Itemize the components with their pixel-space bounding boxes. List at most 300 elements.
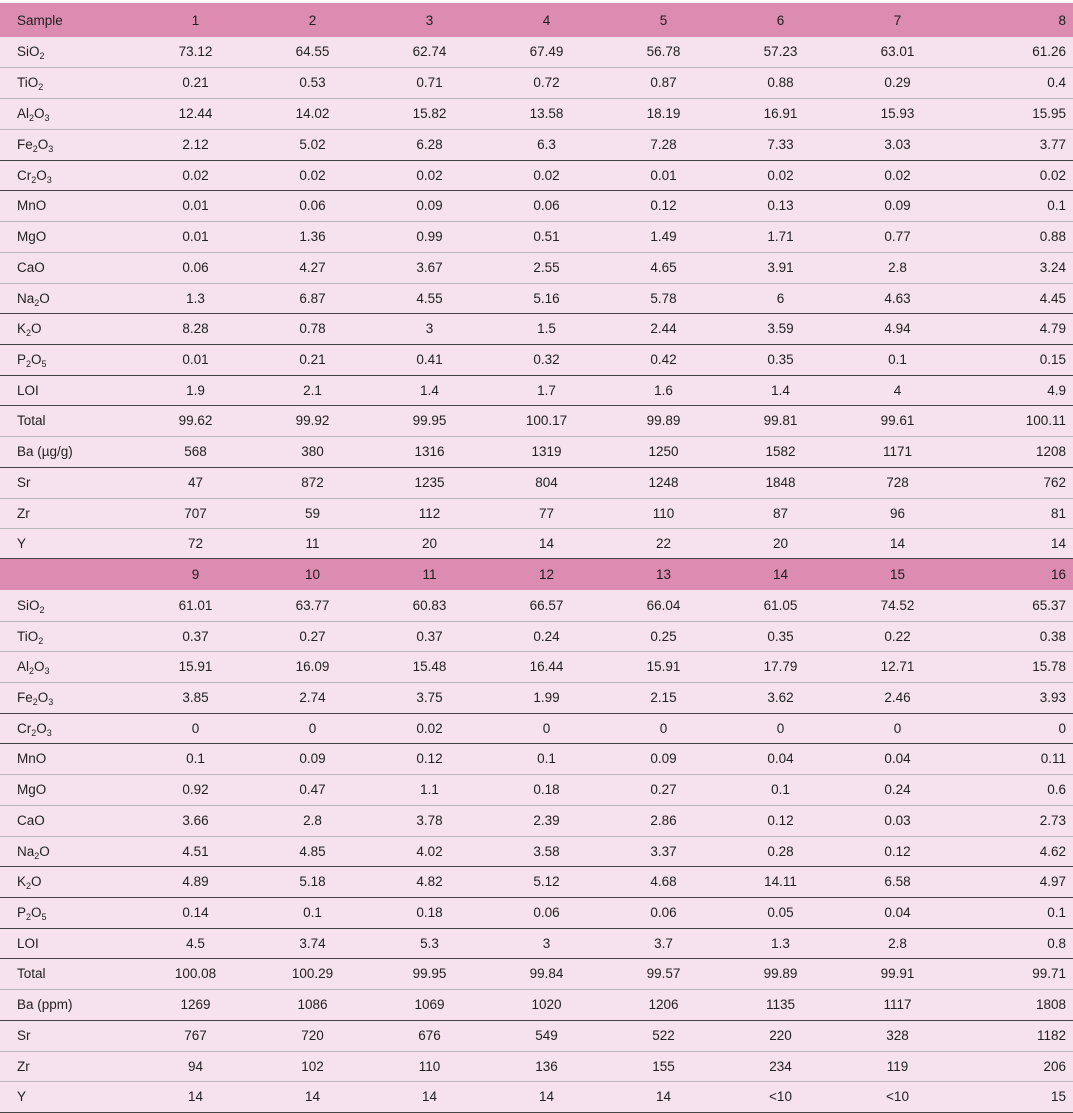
table-cell: 5.16: [488, 283, 605, 313]
row-label: SiO$_2$: [0, 37, 137, 67]
row-label: Y: [0, 1081, 137, 1112]
table-cell: 7.28: [605, 129, 722, 160]
table-cell: 57.23: [722, 37, 839, 67]
table-cell: 0.04: [839, 743, 956, 774]
table-cell: 0.02: [956, 160, 1073, 190]
table-cell: 0.25: [605, 621, 722, 651]
table-cell: 0.02: [137, 160, 254, 190]
header-sample-number: 2: [254, 3, 371, 37]
table-cell: 60.83: [371, 590, 488, 621]
table-cell: 14.02: [254, 98, 371, 129]
table-cell: 0.02: [839, 160, 956, 190]
table-cell: 3: [371, 313, 488, 344]
table-cell: 1.99: [488, 682, 605, 713]
table-cell: 72: [137, 528, 254, 558]
table-cell: 1.7: [488, 375, 605, 405]
table-cell: 0.47: [254, 774, 371, 805]
table-cell: 0.09: [839, 190, 956, 221]
table-cell: 728: [839, 467, 956, 498]
table-cell: 2.46: [839, 682, 956, 713]
table-cell: 17.79: [722, 651, 839, 682]
row-label: $Cr_2O_3$: [0, 160, 137, 190]
table-cell: 2.8: [839, 928, 956, 958]
table-cell: 12.44: [137, 98, 254, 129]
table-cell: 0.09: [254, 743, 371, 774]
table-row: [0, 1020, 1073, 1051]
table-cell: 15: [956, 1081, 1073, 1112]
table-cell: 872: [254, 467, 371, 498]
table-cell: 0.8: [956, 928, 1073, 958]
table-cell: 13.58: [488, 98, 605, 129]
table-cell: 3.58: [488, 836, 605, 866]
table-cell: 110: [371, 1051, 488, 1081]
table-cell: 15.91: [137, 651, 254, 682]
row-label: $K_2O$: [0, 866, 137, 897]
table-cell: 4.79: [956, 313, 1073, 344]
table-cell: 234: [722, 1051, 839, 1081]
table-cell: 4.89: [137, 866, 254, 897]
table-cell: 2.39: [488, 805, 605, 836]
header-sample-number: 15: [839, 558, 956, 590]
table-cell: 155: [605, 1051, 722, 1081]
table-cell: 1117: [839, 989, 956, 1020]
table-cell: 7.33: [722, 129, 839, 160]
row-label: $Cr_2O_3$: [0, 713, 137, 743]
table-cell: 6: [722, 283, 839, 313]
table-cell: 15.95: [956, 98, 1073, 129]
table-cell: 4.9: [956, 375, 1073, 405]
row-label: Sr: [0, 1020, 137, 1051]
table-cell: 0.77: [839, 221, 956, 252]
table-cell: 14: [137, 1081, 254, 1112]
table-cell: 676: [371, 1020, 488, 1051]
table-cell: 15.91: [605, 651, 722, 682]
table-cell: 4.94: [839, 313, 956, 344]
table-row: [0, 897, 1073, 928]
table-cell: 0.35: [722, 621, 839, 651]
table-cell: 0: [137, 713, 254, 743]
table-cell: 5.78: [605, 283, 722, 313]
table-cell: 3.91: [722, 252, 839, 283]
table-cell: 136: [488, 1051, 605, 1081]
table-cell: 96: [839, 498, 956, 528]
table-cell: 99.71: [956, 958, 1073, 989]
table-cell: 66.04: [605, 590, 722, 621]
table-row: [0, 713, 1073, 743]
table-row: [0, 129, 1073, 160]
table-cell: 3.24: [956, 252, 1073, 283]
table-cell: 1.3: [722, 928, 839, 958]
table-cell: 0.02: [488, 160, 605, 190]
header-sample-number: 4: [488, 3, 605, 37]
header-sample-number: 7: [839, 3, 956, 37]
table-cell: 14: [956, 528, 1073, 558]
table-cell: 707: [137, 498, 254, 528]
table-cell: 1582: [722, 436, 839, 467]
table-cell: 67.49: [488, 37, 605, 67]
table-cell: 4.63: [839, 283, 956, 313]
table-cell: 0.29: [839, 67, 956, 98]
table-cell: 0.1: [254, 897, 371, 928]
table-cell: 220: [722, 1020, 839, 1051]
row-label: Ba (ppm): [0, 989, 137, 1020]
table-cell: 4.62: [956, 836, 1073, 866]
table-cell: 99.95: [371, 958, 488, 989]
row-label: Total: [0, 405, 137, 436]
table-cell: 119: [839, 1051, 956, 1081]
table-cell: 64.55: [254, 37, 371, 67]
table-cell: 3.77: [956, 129, 1073, 160]
table-cell: 1.3: [137, 283, 254, 313]
row-label: LOI: [0, 375, 137, 405]
table-cell: 1848: [722, 467, 839, 498]
table-cell: 0.6: [956, 774, 1073, 805]
table-cell: 6.3: [488, 129, 605, 160]
row-label: $P_2O_5$: [0, 897, 137, 928]
table-cell: 3.66: [137, 805, 254, 836]
table-cell: 1020: [488, 989, 605, 1020]
table-row: [0, 958, 1073, 989]
table-row: [0, 221, 1073, 252]
table-cell: 47: [137, 467, 254, 498]
table-cell: 61.05: [722, 590, 839, 621]
table-cell: 6.58: [839, 866, 956, 897]
table-cell: 112: [371, 498, 488, 528]
table-cell: 0.78: [254, 313, 371, 344]
table-row: [0, 1051, 1073, 1081]
header-sample-label: [0, 558, 137, 590]
table-cell: 0.27: [254, 621, 371, 651]
table-cell: 0.27: [605, 774, 722, 805]
table-cell: 568: [137, 436, 254, 467]
table-cell: 4.68: [605, 866, 722, 897]
table-cell: 1250: [605, 436, 722, 467]
table-cell: 2.15: [605, 682, 722, 713]
table-row: [0, 467, 1073, 498]
table-cell: 2.74: [254, 682, 371, 713]
table-cell: 3.67: [371, 252, 488, 283]
table-row: [0, 805, 1073, 836]
table-cell: 3: [488, 928, 605, 958]
table-cell: 0.35: [722, 344, 839, 375]
table-cell: 4.27: [254, 252, 371, 283]
table-cell: 0.13: [722, 190, 839, 221]
table-cell: 0.01: [137, 221, 254, 252]
table-cell: 12.71: [839, 651, 956, 682]
table-cell: 4.55: [371, 283, 488, 313]
table-cell: 0.02: [254, 160, 371, 190]
table-cell: 762: [956, 467, 1073, 498]
table-cell: 1319: [488, 436, 605, 467]
header-sample-number: 6: [722, 3, 839, 37]
table-cell: 0.02: [371, 713, 488, 743]
table-cell: 0.22: [839, 621, 956, 651]
table-cell: 522: [605, 1020, 722, 1051]
table-cell: 99.57: [605, 958, 722, 989]
row-label: Zr: [0, 498, 137, 528]
table-cell: 2.1: [254, 375, 371, 405]
table-cell: 4.45: [956, 283, 1073, 313]
table-row: [0, 1081, 1073, 1112]
geochemistry-table: [0, 3, 1073, 1113]
table-cell: 0.12: [839, 836, 956, 866]
table-row: [0, 621, 1073, 651]
table-cell: 0.14: [137, 897, 254, 928]
table-cell: <10: [722, 1081, 839, 1112]
row-label: $K_2O$: [0, 313, 137, 344]
table-cell: 16.44: [488, 651, 605, 682]
table-cell: 77: [488, 498, 605, 528]
row-label: LOI: [0, 928, 137, 958]
table-cell: 1.4: [722, 375, 839, 405]
table-cell: 0.09: [371, 190, 488, 221]
table-cell: 0.1: [956, 190, 1073, 221]
table-cell: 61.26: [956, 37, 1073, 67]
table-row: [0, 37, 1073, 67]
header-sample-number: 9: [137, 558, 254, 590]
table-cell: 0.01: [605, 160, 722, 190]
table-row: [0, 682, 1073, 713]
table-cell: 1316: [371, 436, 488, 467]
row-label: $Na_2O$: [0, 836, 137, 866]
table-cell: 16.09: [254, 651, 371, 682]
table-cell: 11: [254, 528, 371, 558]
row-label: $P_2O_5$: [0, 344, 137, 375]
table-cell: 0.87: [605, 67, 722, 98]
row-label: Ba (µg/g): [0, 436, 137, 467]
table-cell: 14: [839, 528, 956, 558]
table-cell: 62.74: [371, 37, 488, 67]
table-row: [0, 160, 1073, 190]
table-cell: 61.01: [137, 590, 254, 621]
table-cell: 1135: [722, 989, 839, 1020]
table-cell: 5.3: [371, 928, 488, 958]
table-cell: 0.53: [254, 67, 371, 98]
table-cell: 0: [488, 713, 605, 743]
row-label: CaO: [0, 805, 137, 836]
table-cell: 14: [605, 1081, 722, 1112]
table-cell: 0.03: [839, 805, 956, 836]
table-cell: 0.06: [137, 252, 254, 283]
header-sample-number: 16: [956, 558, 1073, 590]
table-cell: 1069: [371, 989, 488, 1020]
geochemistry-table-body: [0, 3, 1073, 1112]
table-cell: 0.42: [605, 344, 722, 375]
table-cell: 206: [956, 1051, 1073, 1081]
table-cell: 102: [254, 1051, 371, 1081]
table-cell: 100.17: [488, 405, 605, 436]
table-cell: 99.84: [488, 958, 605, 989]
table-cell: 0.24: [839, 774, 956, 805]
table-cell: 0.1: [722, 774, 839, 805]
table-cell: 99.61: [839, 405, 956, 436]
table-cell: 3.37: [605, 836, 722, 866]
table-cell: 1182: [956, 1020, 1073, 1051]
header-sample-number: 14: [722, 558, 839, 590]
table-cell: 14: [488, 528, 605, 558]
row-label: MnO: [0, 743, 137, 774]
table-cell: 0.06: [488, 897, 605, 928]
table-cell: 99.62: [137, 405, 254, 436]
table-cell: 0.06: [488, 190, 605, 221]
table-header-row: [0, 558, 1073, 590]
table-cell: 0.06: [254, 190, 371, 221]
table-cell: 0.04: [722, 743, 839, 774]
row-label: Y: [0, 528, 137, 558]
table-cell: 1.6: [605, 375, 722, 405]
table-cell: 65.37: [956, 590, 1073, 621]
table-row: [0, 405, 1073, 436]
table-cell: 0: [722, 713, 839, 743]
table-cell: 14: [488, 1081, 605, 1112]
row-label: Total: [0, 958, 137, 989]
table-row: [0, 743, 1073, 774]
table-cell: 99.95: [371, 405, 488, 436]
row-label: $Fe_2O_3$: [0, 682, 137, 713]
table-cell: 14: [371, 1081, 488, 1112]
table-cell: 3.7: [605, 928, 722, 958]
table-cell: 0.1: [137, 743, 254, 774]
table-cell: 2.44: [605, 313, 722, 344]
table-cell: 0.11: [956, 743, 1073, 774]
row-label: TiO$_2$: [0, 67, 137, 98]
table-cell: 14: [254, 1081, 371, 1112]
table-cell: 63.01: [839, 37, 956, 67]
row-label: MnO: [0, 190, 137, 221]
table-cell: 2.86: [605, 805, 722, 836]
table-cell: 100.08: [137, 958, 254, 989]
table-cell: 1.9: [137, 375, 254, 405]
table-cell: 804: [488, 467, 605, 498]
table-cell: 0.51: [488, 221, 605, 252]
table-cell: 0.32: [488, 344, 605, 375]
header-sample-number: 8: [956, 3, 1073, 37]
table-cell: 3.78: [371, 805, 488, 836]
table-cell: 4: [839, 375, 956, 405]
row-label: SiO$_2$: [0, 590, 137, 621]
table-cell: 1171: [839, 436, 956, 467]
header-sample-label: Sample: [0, 3, 137, 37]
table-cell: 15.48: [371, 651, 488, 682]
table-cell: 20: [371, 528, 488, 558]
header-sample-number: 10: [254, 558, 371, 590]
table-cell: 110: [605, 498, 722, 528]
row-label: $Fe_2O_3$: [0, 129, 137, 160]
table-row: [0, 528, 1073, 558]
table-cell: 4.65: [605, 252, 722, 283]
header-sample-number: 11: [371, 558, 488, 590]
table-cell: 1.71: [722, 221, 839, 252]
table-cell: 0.24: [488, 621, 605, 651]
table-cell: 1.49: [605, 221, 722, 252]
table-cell: 1.4: [371, 375, 488, 405]
table-row: [0, 313, 1073, 344]
row-label: $Al_2O_3$: [0, 651, 137, 682]
table-cell: 4.5: [137, 928, 254, 958]
table-cell: 99.91: [839, 958, 956, 989]
table-cell: 0.21: [137, 67, 254, 98]
table-cell: 15.82: [371, 98, 488, 129]
table-cell: 66.57: [488, 590, 605, 621]
table-cell: 100.11: [956, 405, 1073, 436]
table-cell: 549: [488, 1020, 605, 1051]
table-cell: 8.28: [137, 313, 254, 344]
table-cell: 94: [137, 1051, 254, 1081]
table-cell: 0.12: [605, 190, 722, 221]
table-cell: 1206: [605, 989, 722, 1020]
table-row: [0, 252, 1073, 283]
table-cell: 4.82: [371, 866, 488, 897]
table-cell: 87: [722, 498, 839, 528]
table-cell: 3.75: [371, 682, 488, 713]
table-row: [0, 98, 1073, 129]
table-cell: 63.77: [254, 590, 371, 621]
header-sample-number: 1: [137, 3, 254, 37]
table-cell: 6.28: [371, 129, 488, 160]
table-cell: 0.4: [956, 67, 1073, 98]
table-cell: 0.88: [722, 67, 839, 98]
row-label: Sr: [0, 467, 137, 498]
header-sample-number: 3: [371, 3, 488, 37]
table-cell: <10: [839, 1081, 956, 1112]
table-cell: 4.85: [254, 836, 371, 866]
table-cell: 0: [956, 713, 1073, 743]
table-row: [0, 590, 1073, 621]
table-cell: 2.12: [137, 129, 254, 160]
table-row: [0, 190, 1073, 221]
table-cell: 99.81: [722, 405, 839, 436]
table-cell: 0: [839, 713, 956, 743]
table-cell: 0.71: [371, 67, 488, 98]
table-cell: 3.93: [956, 682, 1073, 713]
table-cell: 22: [605, 528, 722, 558]
table-cell: 0.12: [371, 743, 488, 774]
table-cell: 14.11: [722, 866, 839, 897]
table-cell: 15.93: [839, 98, 956, 129]
table-cell: 0.05: [722, 897, 839, 928]
table-cell: 5.12: [488, 866, 605, 897]
table-row: [0, 344, 1073, 375]
table-cell: 0.06: [605, 897, 722, 928]
table-cell: 3.62: [722, 682, 839, 713]
table-cell: 0.01: [137, 190, 254, 221]
table-row: [0, 651, 1073, 682]
table-row: [0, 866, 1073, 897]
table-cell: 0.12: [722, 805, 839, 836]
row-label: MgO: [0, 774, 137, 805]
table-cell: 1.36: [254, 221, 371, 252]
table-cell: 0.1: [956, 897, 1073, 928]
table-cell: 99.89: [605, 405, 722, 436]
table-cell: 0.21: [254, 344, 371, 375]
table-cell: 6.87: [254, 283, 371, 313]
row-label: $Na_2O$: [0, 283, 137, 313]
table-cell: 2.55: [488, 252, 605, 283]
table-cell: 5.02: [254, 129, 371, 160]
table-cell: 0.72: [488, 67, 605, 98]
table-cell: 0.02: [371, 160, 488, 190]
table-cell: 18.19: [605, 98, 722, 129]
table-row: [0, 436, 1073, 467]
table-cell: 2.8: [839, 252, 956, 283]
table-cell: 1808: [956, 989, 1073, 1020]
table-cell: 1086: [254, 989, 371, 1020]
table-cell: 16.91: [722, 98, 839, 129]
header-sample-number: 12: [488, 558, 605, 590]
table-cell: 0.09: [605, 743, 722, 774]
table-cell: 4.02: [371, 836, 488, 866]
table-cell: 3.85: [137, 682, 254, 713]
